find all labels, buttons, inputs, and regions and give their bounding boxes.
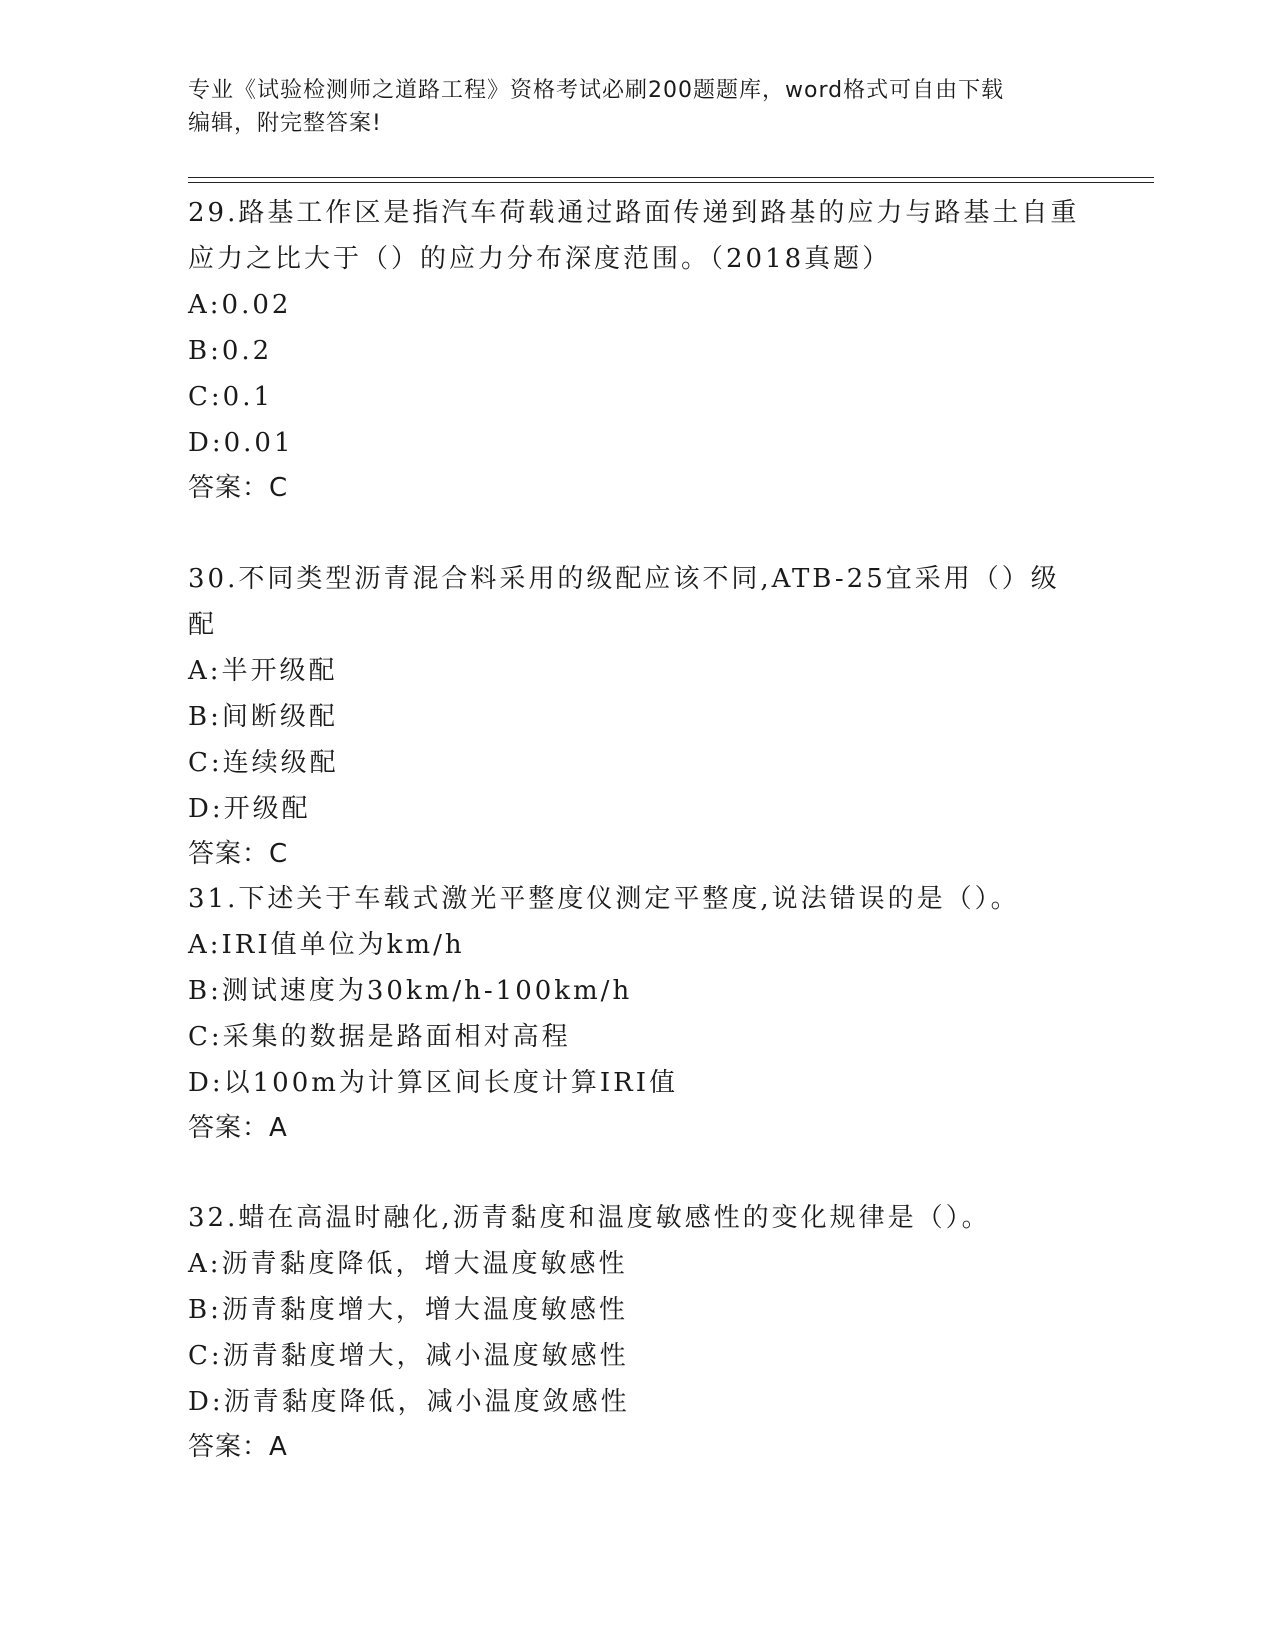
option-c: C:连续级配 [188, 748, 339, 778]
question-30 [188, 556, 1088, 876]
option-b: B:间断级配 [188, 702, 338, 732]
question-31 [188, 876, 1088, 1150]
option-d: D:开级配 [188, 794, 311, 824]
header-line-1: 专业《试验检测师之道路工程》资格考试必刷200题题库，word格式可自由下载 [188, 78, 1005, 103]
header-divider-top [188, 177, 1154, 178]
option-b: B:0.2 [188, 336, 273, 366]
question-stem-continued: 应力之比大于（）的应力分布深度范围。（2018真题） [188, 244, 892, 274]
option-d: D:沥青黏度降低，减小温度敛感性 [188, 1387, 630, 1417]
option-d: D:0.01 [188, 428, 294, 458]
answer: 答案：A [188, 1432, 288, 1462]
header-divider-bottom [188, 182, 1154, 183]
option-b: B:测试速度为30km/h-100km/h [188, 976, 633, 1006]
answer: 答案：C [188, 839, 289, 869]
question-stem: 32.蜡在高温时融化,沥青黏度和温度敏感性的变化规律是（）。 [188, 1203, 991, 1233]
option-a: A:半开级配 [188, 656, 338, 686]
answer: 答案：C [188, 473, 289, 503]
option-c: C:沥青黏度增大，减小温度敏感性 [188, 1341, 629, 1371]
header-line-2: 编辑，附完整答案! [188, 111, 382, 136]
question-stem: 31.下述关于车载式激光平整度仪测定平整度,说法错误的是（）。 [188, 884, 1020, 914]
question-32 [188, 1195, 1088, 1469]
question-stem: 29.路基工作区是指汽车荷载通过路面传递到路基的应力与路基土自重 [188, 198, 1080, 228]
question-29 [188, 190, 1088, 510]
option-c: C:采集的数据是路面相对高程 [188, 1022, 571, 1052]
option-a: A:0.02 [188, 290, 292, 320]
option-a: A:沥青黏度降低，增大温度敏感性 [188, 1249, 628, 1279]
option-c: C:0.1 [188, 382, 274, 412]
option-d: D:以100m为计算区间长度计算IRI值 [188, 1068, 679, 1098]
option-a: A:IRI值单位为km/h [188, 930, 465, 960]
answer: 答案：A [188, 1113, 288, 1143]
question-stem: 30.不同类型沥青混合料采用的级配应该不同,ATB-25宜采用（）级配 [188, 564, 1060, 640]
option-b: B:沥青黏度增大，增大温度敏感性 [188, 1295, 628, 1325]
document-header [188, 74, 1088, 140]
